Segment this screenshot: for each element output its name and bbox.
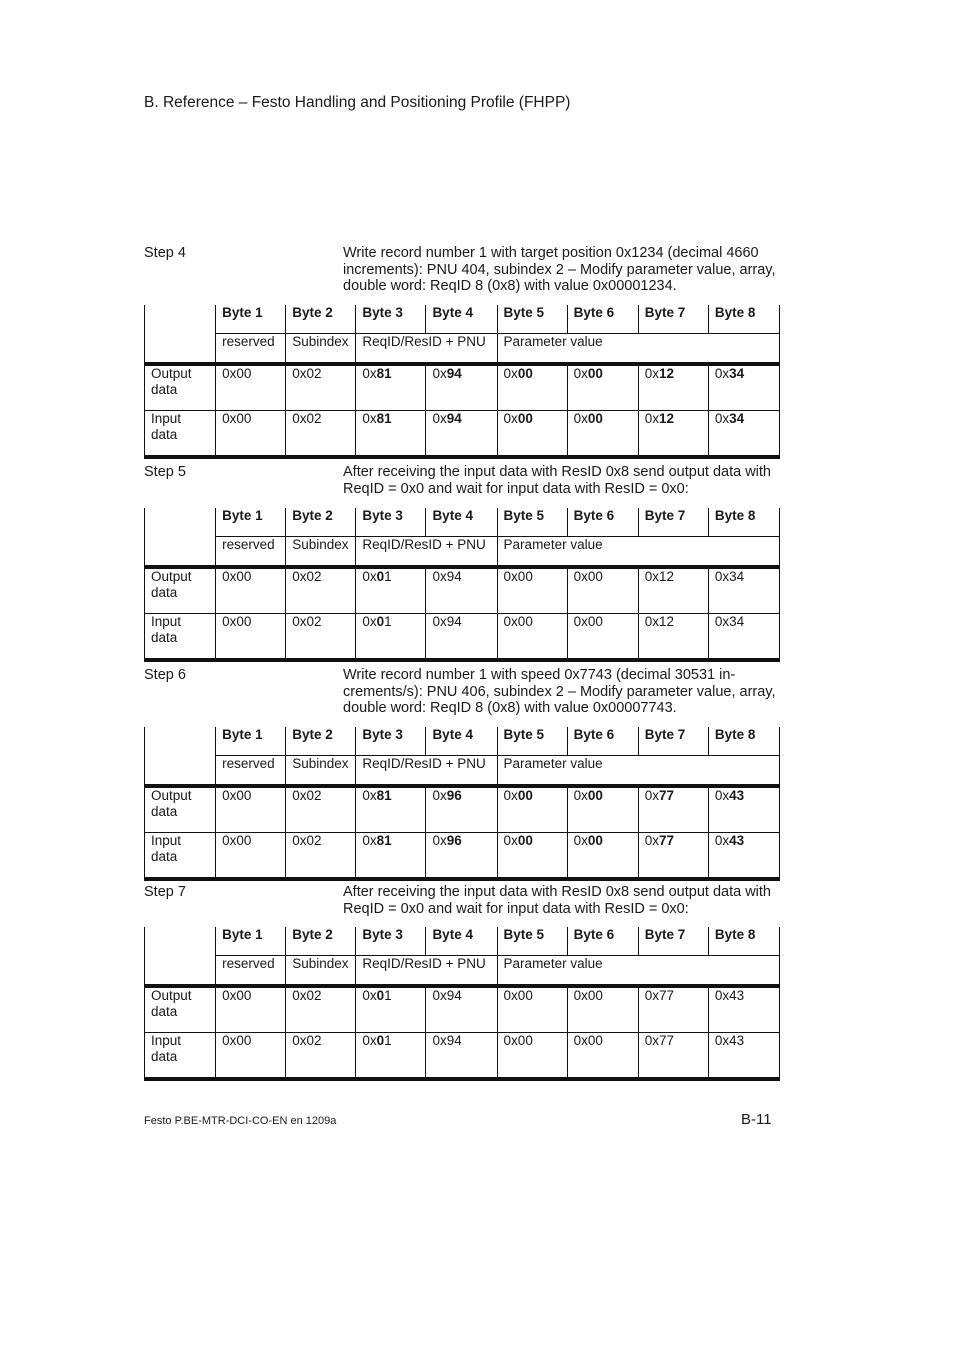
- byte-header: Byte 4: [426, 305, 497, 334]
- cell-value-part: 0x: [432, 411, 447, 426]
- input-data-row: [145, 1033, 780, 1080]
- byte-value-cell: [497, 567, 567, 614]
- byte-header: Byte 3: [356, 305, 426, 334]
- cell-value-part: 00: [517, 411, 533, 426]
- byte-table: [144, 727, 780, 881]
- cell-value-part: 1: [384, 988, 392, 1003]
- byte-value-cell: [567, 411, 638, 458]
- step-label: Step 7: [144, 884, 186, 900]
- cell-value-part: 0x: [714, 833, 730, 848]
- byte-value-cell: [567, 614, 638, 661]
- byte-header: Byte 5: [497, 727, 567, 756]
- byte-header: Byte 1: [216, 927, 286, 956]
- step-description-line: increments): PNU 404, subindex 2 – Modify parameter value, array,: [343, 261, 776, 278]
- byte-header: Byte 1: [216, 508, 286, 537]
- byte-header: Byte 5: [497, 508, 567, 537]
- byte-value-cell: [216, 614, 286, 661]
- group-header-reqid: ReqID/ResID + PNU: [356, 537, 497, 568]
- cell-value-part: 1: [384, 569, 392, 584]
- byte-header-row: [145, 927, 780, 956]
- cell-value-part: 0: [376, 569, 385, 584]
- byte-value-cell: [356, 1033, 426, 1080]
- step-description-line: crements/s): PNU 406, subindex 2 – Modify parameter value, array,: [343, 683, 776, 700]
- cell-value-part: 0x: [714, 366, 730, 381]
- step-description-line: After receiving the input data with ResID 0x8 send output data with: [343, 884, 771, 900]
- cell-value-part: 0x: [573, 788, 588, 803]
- byte-value-cell: [426, 1033, 497, 1080]
- row-label-line: Output: [151, 366, 192, 381]
- corner-cell: [145, 508, 216, 537]
- byte-value-cell: [216, 786, 286, 833]
- cell-value-part: 0x: [644, 366, 660, 381]
- page-header: B. Reference – Festo Handling and Positioning Profile (FHPP): [144, 94, 571, 111]
- input-data-row: [145, 614, 780, 661]
- group-header-reserved: reserved: [216, 956, 286, 987]
- row-label-line: Output: [151, 988, 192, 1003]
- step-description-line: After receiving the input data with ResID 0x8 send output data with: [343, 464, 771, 480]
- byte-value-cell: [426, 567, 497, 614]
- cell-value-part: 0x00: [573, 614, 603, 629]
- cell-value-part: 0x43: [714, 988, 745, 1003]
- group-header-param: Parameter value: [497, 537, 779, 568]
- cell-value-part: 0x00: [222, 833, 252, 848]
- byte-value-cell: [216, 833, 286, 880]
- cell-value-part: 12: [659, 366, 675, 381]
- corner-cell: [145, 927, 216, 956]
- cell-value-part: 0x34: [714, 614, 745, 629]
- byte-header: Byte 3: [356, 927, 426, 956]
- step-description-line: ReqID = 0x0 and wait for input data with ResID = 0x0:: [343, 900, 689, 917]
- group-header-reqid: ReqID/ResID + PNU: [356, 756, 497, 787]
- row-label-line: Output: [151, 788, 192, 803]
- group-header-reserved: reserved: [216, 334, 286, 365]
- group-header-reserved: reserved: [216, 756, 286, 787]
- group-header-subindex: Subindex: [286, 537, 356, 568]
- row-label-line: Input: [151, 411, 182, 426]
- cell-value-part: 0x43: [714, 1033, 745, 1048]
- cell-value-part: 77: [659, 788, 675, 803]
- byte-value-cell: [426, 364, 497, 411]
- cell-value-part: 0x: [362, 833, 377, 848]
- cell-value-part: 00: [587, 788, 603, 803]
- byte-value-cell: [426, 786, 497, 833]
- row-label-input: [145, 1033, 216, 1080]
- byte-value-cell: [286, 567, 356, 614]
- cell-value-part: 00: [587, 833, 603, 848]
- cell-value-part: 0x: [432, 366, 447, 381]
- corner-cell: [145, 756, 216, 787]
- row-label-output: [145, 567, 216, 614]
- byte-value-cell: [286, 411, 356, 458]
- cell-value-part: 0: [376, 1033, 385, 1048]
- cell-value-part: 0x: [714, 788, 730, 803]
- cell-value-part: 0x00: [503, 1033, 533, 1048]
- row-label-line: data: [151, 1049, 178, 1064]
- byte-value-cell: [356, 364, 426, 411]
- cell-value-part: 0x: [362, 788, 377, 803]
- cell-value-part: 00: [587, 366, 603, 381]
- byte-value-cell: [708, 411, 779, 458]
- byte-value-cell: [497, 786, 567, 833]
- step-description-line: Write record number 1 with target position 0x1234 (decimal 4660: [343, 245, 759, 261]
- input-data-row: [145, 833, 780, 880]
- byte-value-cell: [216, 364, 286, 411]
- cell-value-part: 81: [376, 411, 392, 426]
- byte-value-cell: [638, 986, 708, 1033]
- byte-value-cell: [567, 364, 638, 411]
- cell-value-part: 94: [446, 411, 462, 426]
- cell-value-part: 1: [384, 1033, 392, 1048]
- cell-value-part: 0x00: [222, 788, 252, 803]
- byte-value-cell: [216, 567, 286, 614]
- group-header-subindex: Subindex: [286, 956, 356, 987]
- cell-value-part: 0x00: [222, 569, 252, 584]
- byte-value-cell: [426, 411, 497, 458]
- cell-value-part: 94: [446, 366, 462, 381]
- cell-value-part: 0x: [573, 411, 588, 426]
- cell-value-part: 0x: [644, 833, 660, 848]
- byte-value-cell: [638, 567, 708, 614]
- cell-value-part: 00: [587, 411, 603, 426]
- byte-header: Byte 8: [708, 305, 779, 334]
- cell-value-part: 0: [376, 614, 385, 629]
- cell-value-part: 0x00: [503, 988, 533, 1003]
- byte-value-cell: [638, 364, 708, 411]
- cell-value-part: 0x: [362, 366, 377, 381]
- byte-header: Byte 6: [567, 927, 638, 956]
- byte-value-cell: [356, 986, 426, 1033]
- cell-value-part: 43: [729, 788, 745, 803]
- cell-value-part: 0x00: [222, 1033, 252, 1048]
- cell-value-part: 0x: [432, 788, 447, 803]
- cell-value-part: 0x02: [292, 569, 322, 584]
- byte-value-cell: [216, 986, 286, 1033]
- byte-value-cell: [638, 786, 708, 833]
- step-label: Step 6: [144, 667, 186, 683]
- byte-value-cell: [426, 833, 497, 880]
- cell-value-part: 0x12: [644, 614, 675, 629]
- cell-value-part: 0: [376, 988, 385, 1003]
- step-description: [343, 464, 783, 497]
- cell-value-part: 77: [659, 833, 675, 848]
- byte-header: Byte 8: [708, 508, 779, 537]
- byte-header: Byte 2: [286, 927, 356, 956]
- byte-value-cell: [497, 833, 567, 880]
- byte-value-cell: [286, 833, 356, 880]
- step-description: [343, 884, 783, 917]
- byte-header: Byte 2: [286, 508, 356, 537]
- byte-header: Byte 4: [426, 508, 497, 537]
- byte-value-cell: [708, 786, 779, 833]
- row-label-line: Input: [151, 1033, 182, 1048]
- cell-value-part: 0x: [503, 366, 518, 381]
- corner-cell: [145, 305, 216, 334]
- row-label-line: data: [151, 630, 178, 645]
- cell-value-part: 0x02: [292, 788, 322, 803]
- byte-value-cell: [708, 364, 779, 411]
- row-label-input: [145, 614, 216, 661]
- cell-value-part: 0x: [714, 411, 730, 426]
- byte-header: Byte 7: [638, 508, 708, 537]
- footer-doc-id: Festo P.BE-MTR-DCI-CO-EN en 1209a: [144, 1115, 337, 1127]
- output-data-row: [145, 364, 780, 411]
- byte-value-cell: [216, 411, 286, 458]
- cell-value-part: 0x00: [573, 1033, 603, 1048]
- cell-value-part: 0x: [503, 833, 518, 848]
- cell-value-part: 0x: [503, 411, 518, 426]
- byte-value-cell: [356, 567, 426, 614]
- row-label-line: data: [151, 804, 178, 819]
- byte-value-cell: [497, 411, 567, 458]
- row-label-line: data: [151, 1004, 178, 1019]
- byte-header: Byte 7: [638, 727, 708, 756]
- byte-table: [144, 927, 780, 1081]
- byte-value-cell: [567, 1033, 638, 1080]
- step-label: Step 5: [144, 464, 186, 480]
- cell-value-part: 0x02: [292, 1033, 322, 1048]
- row-label-output: [145, 986, 216, 1033]
- byte-header: Byte 6: [567, 508, 638, 537]
- cell-value-part: 0x: [573, 833, 588, 848]
- cell-value-part: 0x: [644, 788, 660, 803]
- cell-value-part: 0x: [362, 988, 377, 1003]
- input-data-row: [145, 411, 780, 458]
- byte-value-cell: [286, 786, 356, 833]
- byte-value-cell: [708, 986, 779, 1033]
- byte-value-cell: [708, 614, 779, 661]
- byte-value-cell: [356, 833, 426, 880]
- step-description-line: Write record number 1 with speed 0x7743 (decimal 30531 in-: [343, 667, 736, 683]
- cell-value-part: 0x77: [644, 988, 675, 1003]
- byte-value-cell: [638, 833, 708, 880]
- corner-cell: [145, 727, 216, 756]
- group-header-subindex: Subindex: [286, 756, 356, 787]
- cell-value-part: 0x02: [292, 366, 322, 381]
- cell-value-part: 0x: [503, 788, 518, 803]
- byte-header: Byte 4: [426, 927, 497, 956]
- byte-value-cell: [567, 567, 638, 614]
- group-header-param: Parameter value: [497, 334, 779, 365]
- cell-value-part: 43: [729, 833, 745, 848]
- byte-value-cell: [286, 614, 356, 661]
- cell-value-part: 34: [729, 366, 745, 381]
- step-description-line: ReqID = 0x0 and wait for input data with ResID = 0x0:: [343, 480, 689, 497]
- step-label: Step 4: [144, 245, 186, 261]
- corner-cell: [145, 537, 216, 568]
- byte-value-cell: [708, 1033, 779, 1080]
- cell-value-part: 0x94: [432, 569, 462, 584]
- cell-value-part: 0x00: [222, 988, 252, 1003]
- group-header-row: [145, 334, 780, 365]
- corner-cell: [145, 956, 216, 987]
- cell-value-part: 81: [376, 833, 392, 848]
- byte-value-cell: [567, 833, 638, 880]
- group-header-row: [145, 956, 780, 987]
- corner-cell: [145, 334, 216, 365]
- row-label-line: data: [151, 427, 178, 442]
- output-data-row: [145, 986, 780, 1033]
- byte-header: Byte 7: [638, 927, 708, 956]
- byte-header: Byte 1: [216, 727, 286, 756]
- cell-value-part: 0x77: [644, 1033, 675, 1048]
- byte-header: Byte 2: [286, 727, 356, 756]
- row-label-input: [145, 411, 216, 458]
- cell-value-part: 0x02: [292, 411, 322, 426]
- cell-value-part: 00: [517, 366, 533, 381]
- cell-value-part: 0x: [362, 411, 377, 426]
- group-header-param: Parameter value: [497, 756, 779, 787]
- byte-value-cell: [567, 786, 638, 833]
- row-label-line: data: [151, 382, 178, 397]
- cell-value-part: 0x00: [573, 988, 603, 1003]
- output-data-row: [145, 567, 780, 614]
- cell-value-part: 12: [659, 411, 675, 426]
- cell-value-part: 1: [384, 614, 392, 629]
- cell-value-part: 0x94: [432, 1033, 462, 1048]
- cell-value-part: 0x00: [573, 569, 603, 584]
- cell-value-part: 0x94: [432, 614, 462, 629]
- byte-value-cell: [426, 986, 497, 1033]
- byte-value-cell: [356, 411, 426, 458]
- byte-value-cell: [708, 567, 779, 614]
- cell-value-part: 0x00: [222, 411, 252, 426]
- byte-value-cell: [356, 614, 426, 661]
- byte-header: Byte 6: [567, 305, 638, 334]
- step-description-line: double word: ReqID 8 (0x8) with value 0x00007743.: [343, 700, 677, 716]
- footer-page-number: B-11: [741, 1111, 772, 1128]
- byte-header: Byte 5: [497, 927, 567, 956]
- group-header-reserved: reserved: [216, 537, 286, 568]
- byte-header-row: [145, 727, 780, 756]
- row-label-line: data: [151, 585, 178, 600]
- cell-value-part: 34: [729, 411, 745, 426]
- cell-value-part: 00: [517, 833, 533, 848]
- group-header-reqid: ReqID/ResID + PNU: [356, 334, 497, 365]
- group-header-param: Parameter value: [497, 956, 779, 987]
- cell-value-part: 96: [446, 788, 462, 803]
- cell-value-part: 0x94: [432, 988, 462, 1003]
- byte-header: Byte 5: [497, 305, 567, 334]
- byte-header: Byte 6: [567, 727, 638, 756]
- byte-value-cell: [286, 1033, 356, 1080]
- cell-value-part: 0x: [362, 1033, 377, 1048]
- cell-value-part: 0x: [362, 614, 377, 629]
- row-label-output: [145, 364, 216, 411]
- cell-value-part: 0x02: [292, 988, 322, 1003]
- byte-value-cell: [497, 364, 567, 411]
- byte-header: Byte 1: [216, 305, 286, 334]
- cell-value-part: 00: [517, 788, 533, 803]
- byte-value-cell: [567, 986, 638, 1033]
- cell-value-part: 0x02: [292, 614, 322, 629]
- group-header-row: [145, 537, 780, 568]
- row-label-line: data: [151, 849, 178, 864]
- byte-header: Byte 4: [426, 727, 497, 756]
- cell-value-part: 0x: [573, 366, 588, 381]
- byte-header: Byte 2: [286, 305, 356, 334]
- byte-value-cell: [426, 614, 497, 661]
- byte-value-cell: [497, 986, 567, 1033]
- step-description: [343, 667, 783, 717]
- byte-header: Byte 8: [708, 727, 779, 756]
- cell-value-part: 0x: [432, 833, 447, 848]
- cell-value-part: 96: [446, 833, 462, 848]
- cell-value-part: 0x02: [292, 833, 322, 848]
- output-data-row: [145, 786, 780, 833]
- byte-header: Byte 8: [708, 927, 779, 956]
- byte-value-cell: [286, 364, 356, 411]
- byte-value-cell: [638, 614, 708, 661]
- step-description-line: double word: ReqID 8 (0x8) with value 0x00001234.: [343, 278, 677, 294]
- row-label-line: Input: [151, 833, 182, 848]
- byte-header: Byte 3: [356, 508, 426, 537]
- cell-value-part: 81: [376, 788, 392, 803]
- cell-value-part: 0x12: [644, 569, 675, 584]
- byte-value-cell: [497, 614, 567, 661]
- cell-value-part: 0x00: [222, 614, 252, 629]
- cell-value-part: 0x00: [503, 569, 533, 584]
- row-label-line: Input: [151, 614, 182, 629]
- group-header-row: [145, 756, 780, 787]
- step-description: [343, 245, 783, 295]
- byte-header-row: [145, 508, 780, 537]
- byte-value-cell: [216, 1033, 286, 1080]
- cell-value-part: 0x00: [503, 614, 533, 629]
- row-label-output: [145, 786, 216, 833]
- byte-header-row: [145, 305, 780, 334]
- cell-value-part: 0x00: [222, 366, 252, 381]
- byte-header: Byte 3: [356, 727, 426, 756]
- row-label-input: [145, 833, 216, 880]
- byte-table: [144, 508, 780, 662]
- byte-value-cell: [638, 411, 708, 458]
- cell-value-part: 81: [376, 366, 392, 381]
- byte-table: [144, 305, 780, 459]
- byte-value-cell: [708, 833, 779, 880]
- group-header-reqid: ReqID/ResID + PNU: [356, 956, 497, 987]
- group-header-subindex: Subindex: [286, 334, 356, 365]
- byte-value-cell: [356, 786, 426, 833]
- byte-value-cell: [638, 1033, 708, 1080]
- byte-value-cell: [286, 986, 356, 1033]
- cell-value-part: 0x34: [714, 569, 745, 584]
- cell-value-part: 0x: [644, 411, 660, 426]
- byte-header: Byte 7: [638, 305, 708, 334]
- byte-value-cell: [497, 1033, 567, 1080]
- cell-value-part: 0x: [362, 569, 377, 584]
- row-label-line: Output: [151, 569, 192, 584]
